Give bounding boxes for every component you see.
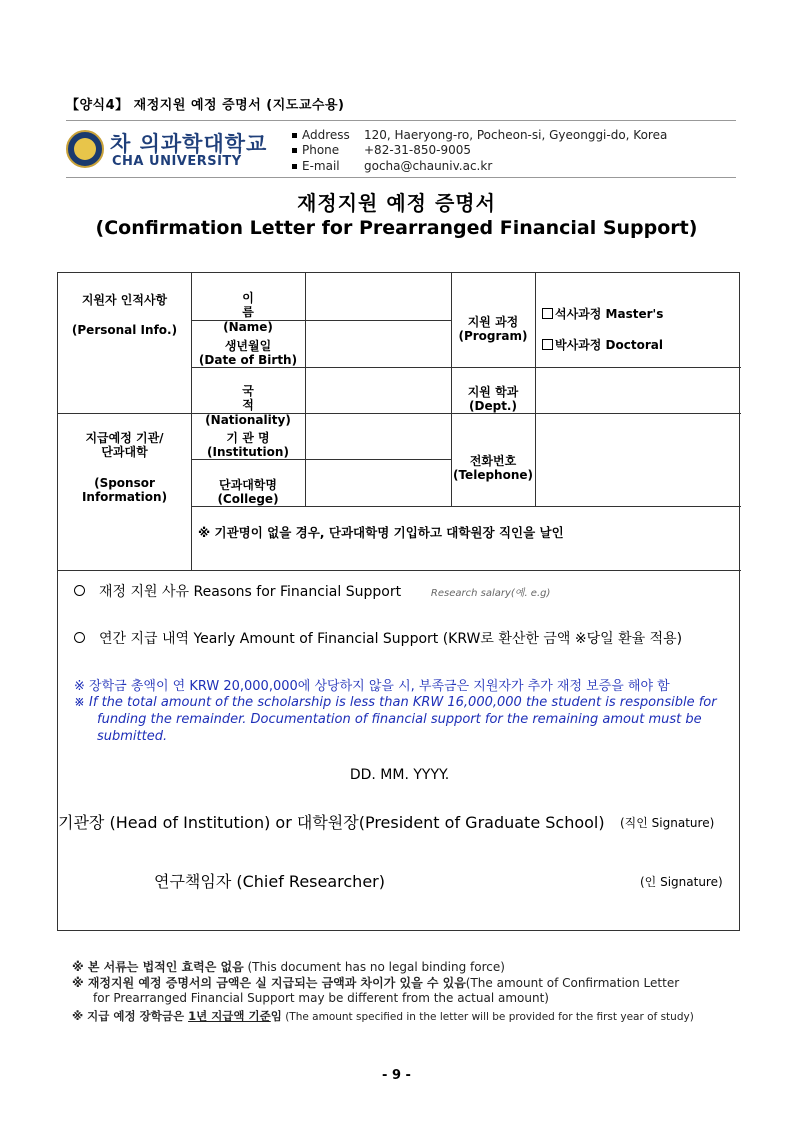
dob-field[interactable]: [306, 321, 450, 366]
signature-head-seal[interactable]: (직인 Signature): [620, 816, 715, 830]
notice-english-1: ※ If the total amount of the scholarship is less than KRW 16,000,000 the student is responsible for: [74, 695, 717, 710]
page-number: - 9 -: [382, 1068, 411, 1083]
footnote-3: ※ 지급 예정 장학금은 1년 지급액 기준임 (The amount specified in the letter will be provided for the first year of study): [72, 1009, 694, 1023]
form-tag: 【양식4】 재정지원 예정 증명서 (지도교수용): [66, 98, 345, 113]
logo-korean: 차 의과학대학교: [110, 132, 268, 156]
logo-english: CHA UNIVERSITY: [112, 154, 242, 169]
signature-researcher-seal[interactable]: (인 Signature): [640, 875, 723, 889]
footnote-2: ※ 재정지원 예정 증명서의 금액은 실 지급되는 금액과 차이가 있을 수 있음(The amount of Confirmation Letter: [72, 976, 680, 990]
institution-label: 기 관 명 (Institution): [207, 431, 289, 460]
footnote-1: ※ 본 서류는 법적인 효력은 없음 (This document has no legal binding force): [72, 960, 505, 974]
date-line: DD. MM. YYYY.: [349, 767, 450, 783]
sponsor-note: ※ 기관명이 없을 경우, 단과대학명 기입하고 대학원장 직인을 날인: [198, 525, 564, 540]
reason-hint: Research salary(예. e.g): [430, 588, 551, 599]
reason-row: 재정 지원 사유 Reasons for Financial Support Research salary(예. e.g): [74, 584, 550, 601]
nationality-field[interactable]: [306, 368, 450, 412]
doctoral-checkbox[interactable]: [542, 339, 553, 350]
contact-address: Address 120, Haeryong-ro, Pocheon-si, Gyeonggi-do, Korea: [292, 128, 667, 142]
amount-row: 연간 지급 내역 Yearly Amount of Financial Support (KRW로 환산한 금액 ※당일 환율 적용): [74, 631, 682, 648]
page-title: 재정지원 예정 증명서: [297, 191, 496, 215]
program-doctoral-option[interactable]: 박사과정 Doctoral: [542, 338, 663, 352]
university-emblem-icon: [66, 130, 104, 168]
circle-bullet-icon: [74, 585, 85, 596]
institution-field[interactable]: [306, 414, 450, 458]
name-field[interactable]: [306, 274, 450, 319]
contact-email: E-mail gocha@chauniv.ac.kr: [292, 159, 492, 173]
circle-bullet-icon: [74, 632, 85, 643]
telephone-label: 전화번호 (Telephone): [452, 454, 533, 483]
form-box: [57, 272, 740, 931]
masters-checkbox[interactable]: [542, 308, 553, 319]
signature-head: 기관장 (Head of Institution) or 대학원장(President of Graduate School): [58, 813, 605, 832]
page-subtitle: (Confirmation Letter for Prearranged Financial Support): [95, 217, 698, 239]
footnote-2-cont: for Prearranged Financial Support may be different from the actual amount): [93, 991, 549, 1005]
contact-phone: Phone +82-31-850-9005: [292, 143, 471, 157]
signature-researcher: 연구책임자 (Chief Researcher): [154, 872, 385, 891]
personal-info-label: 지원자 인적사항 (Personal Info.): [71, 293, 178, 338]
program-masters-option[interactable]: 석사과정 Master's: [542, 307, 663, 321]
telephone-field[interactable]: [536, 414, 740, 505]
name-label: 이 름 (Name): [223, 291, 276, 334]
dept-label: 지원 학과 (Dept.): [467, 385, 519, 414]
notice-korean: ※ 장학금 총액이 연 KRW 20,000,000에 상당하지 않을 시, 부족금은 지원자가 추가 재정 보증을 해야 함: [74, 679, 670, 694]
program-label: 지원 과정 (Program): [458, 315, 528, 344]
notice-english-3: submitted.: [97, 729, 168, 744]
dob-label: 생년월일 (Date of Birth): [198, 339, 298, 368]
notice-english-2: funding the remainder. Documentation of financial support for the remaining amout must be: [97, 712, 702, 727]
college-label: 단과대학명 (College): [217, 478, 279, 507]
dept-field[interactable]: [536, 368, 740, 412]
divider: [66, 177, 736, 178]
nationality-label: 국 적 (Nationality): [205, 384, 291, 427]
divider: [66, 120, 736, 121]
college-field[interactable]: [306, 460, 450, 505]
sponsor-info-label: 지급예정 기관/ 단과대학 (Sponsor Information): [81, 431, 168, 505]
